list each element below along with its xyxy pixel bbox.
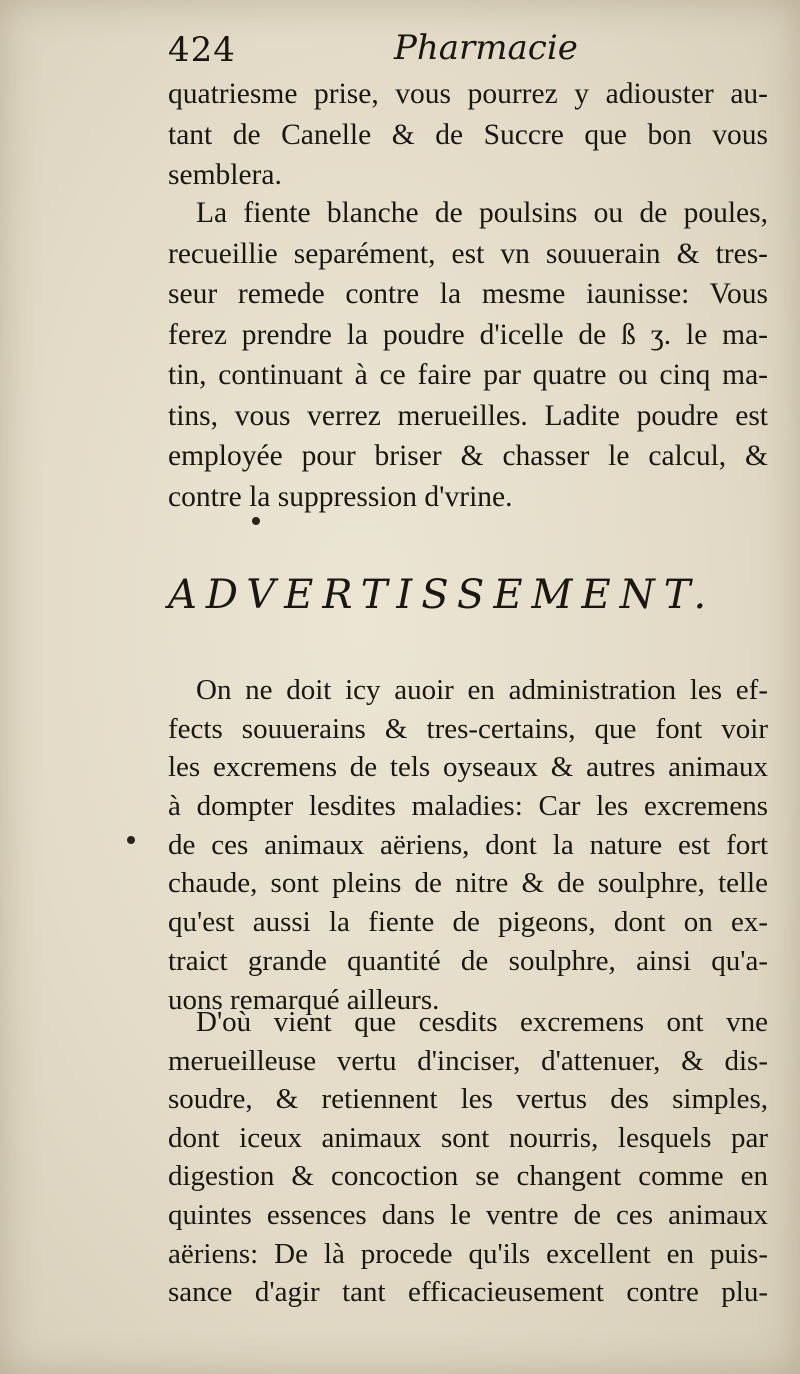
text-line: seur remede contre la mesme iaunisse: Vous — [168, 278, 768, 310]
margin-speck — [127, 836, 135, 844]
text-line: tins, vous verrez merueilles. Ladite poudre est — [168, 399, 768, 432]
ink-speck — [252, 517, 260, 525]
running-head: Pharmacie — [394, 28, 578, 68]
text-line: aëriens: De là procede qu'ils excellent en puis- — [168, 1237, 768, 1270]
paragraph-2 — [168, 193, 768, 517]
paragraph-1 — [168, 74, 768, 196]
text-line: La fiente blanche de poulsins ou de poules, — [196, 197, 768, 229]
text-line: soudre, & retiennent les vertus des simples, — [168, 1083, 768, 1116]
text-line: dont iceux animaux sont nourris, lesquels par — [168, 1121, 768, 1154]
page-header — [168, 26, 768, 76]
text-line: D'où vient que cesdits excremens ont vne — [196, 1006, 768, 1038]
text-line: fects souuerains & tres-certains, que font voir — [168, 712, 768, 745]
text-line: chaude, sont pleins de nitre & de soulphre, telle — [168, 867, 768, 900]
text-line: à dompter lesdites maladies: Car les excremens — [168, 790, 768, 823]
text-line: sance d'agir tant efficacieusement contre plu- — [168, 1276, 768, 1309]
paragraph-3 — [168, 671, 768, 1019]
text-line: qu'est aussi la fiente de pigeons, dont on ex- — [168, 906, 768, 939]
text-line: merueilleuse vertu d'inciser, d'attenuer, & dis- — [168, 1044, 768, 1077]
text-line: digestion & concoction se changent comme en — [168, 1160, 768, 1193]
text-line: tant de Canelle & de Succre que bon vous — [168, 118, 768, 151]
text-line: les excremens de tels oyseaux & autres animaux — [168, 751, 768, 784]
text-line: tin, continuant à ce faire par quatre ou cinq ma- — [168, 359, 768, 391]
text-line: employée pour briser & chasser le calcul, & — [168, 440, 768, 472]
text-line: recueillie separément, est vn souuerain & tres- — [168, 237, 768, 270]
text-line: semblera. — [168, 159, 282, 191]
text-line: ferez prendre la poudre d'icelle de ß ʒ. le ma- — [168, 318, 768, 351]
text-line: contre la suppression d'vrine. — [168, 480, 513, 513]
text-line: quintes essences dans le ventre de ces animaux — [168, 1198, 768, 1231]
text-line: traict grande quantité de soulphre, ainsi qu'a- — [168, 944, 768, 977]
text-line: quatriesme prise, vous pourrez y adiouster au- — [168, 78, 768, 110]
paragraph-4 — [168, 1003, 768, 1312]
text-line: de ces animaux aëriens, dont la nature est fort — [168, 828, 768, 861]
section-title: ADVERTISSEMENT. — [168, 572, 716, 618]
text-line: uons remarqué ailleurs. — [168, 983, 440, 1016]
page-number: 424 — [168, 30, 236, 70]
text-line: On ne doit icy auoir en administration les ef- — [196, 674, 768, 706]
